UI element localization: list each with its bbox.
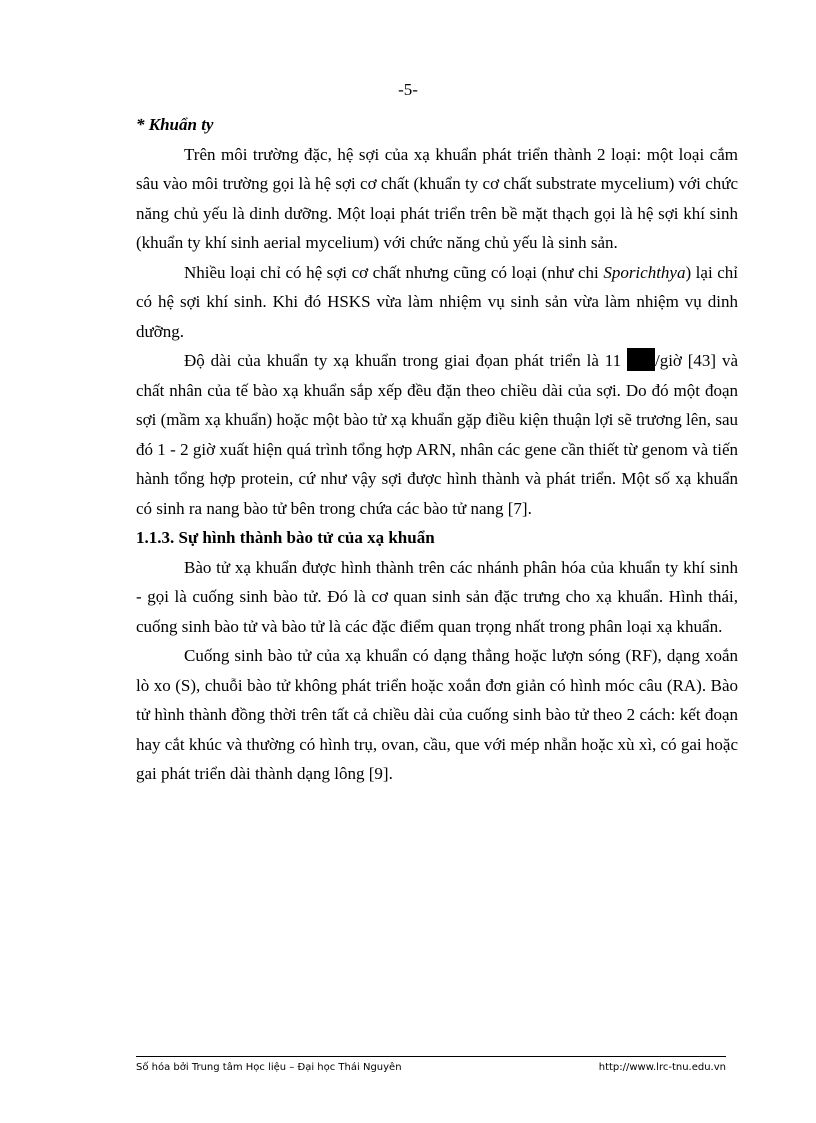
- paragraph-2-text-b: ) lại chỉ có hệ sợi khí sinh. Khi đó HSKS vừa làm nhiệm vụ sinh sản vừa làm nhiệm vụ dinh dưỡng.: [136, 262, 739, 341]
- paragraph-3: [136, 346, 738, 523]
- genus-name: Sporichthya: [603, 262, 686, 282]
- document-body: [136, 110, 738, 789]
- footer-url: http://www.lrc-tnu.edu.vn: [598, 1062, 726, 1073]
- paragraph-1: Trên môi trường đặc, hệ sợi của xạ khuẩn phát triển thành 2 loại: một loại cắm sâu vào môi trường gọi là hệ sợi cơ chất (khuẩn ty cơ chất substrate mycelium) với chức năng chủ yếu là dinh dưỡng. Một loại phát triển trên bề mặt thạch gọi là hệ sợi khí sinh (khuẩn ty khí sinh aerial mycelium) với chức năng chủ yếu là sinh sản.: [136, 144, 738, 252]
- section-heading-khuan-ty: * Khuẩn ty: [136, 115, 214, 134]
- paragraph-4: Bào tử xạ khuẩn được hình thành trên các nhánh phân hóa của khuẩn ty khí sinh - gọi là cuống sinh bào tử. Đó là cơ quan sinh sản đặc trưng cho xạ khuẩn. Hình thái, cuống sinh bào tử và bào tử là các đặc điểm quan trọng nhất trong phân loại xạ khuẩn.: [136, 557, 738, 636]
- section-heading-1-1-3: 1.1.3. Sự hình thành bào tử của xạ khuẩn: [136, 528, 435, 547]
- paragraph-2-text-a: Nhiều loại chỉ có hệ sợi cơ chất nhưng cũng có loại (như chi: [184, 262, 604, 282]
- page-number: -5-: [398, 80, 418, 99]
- paragraph-2: [136, 258, 738, 347]
- footer-source: Số hóa bởi Trung tâm Học liệu – Đại học Thái Nguyên: [136, 1062, 402, 1073]
- paragraph-5: Cuống sinh bào tử của xạ khuẩn có dạng thẳng hoặc lượn sóng (RF), dạng xoắn lò xo (S), chuỗi bào tử không phát triển hoặc xoắn đơn giản có hình móc câu (RA). Bào tử hình thành đồng thời trên tất cả chiều dài của cuống sinh bào tử theo 2 cách: kết đoạn hay cắt khúc và thường có hình trụ, ovan, cầu, que với mép nhẵn hoặc xù xì, có gai hoặc gai phát triển dài thành dạng lông [9].: [136, 646, 738, 783]
- paragraph-3-text-b: /giờ [43] và chất nhân của tế bào xạ khuẩn sắp xếp đều đặn theo chiều dài của sợi. Do đó một đoạn sợi (mầm xạ khuẩn) hoặc một bào tử xạ khuẩn gặp điều kiện thuận lợi sẽ trương lên, sau đó 1 - 2 giờ xuất hiện quá trình tổng hợp ARN, nhân các gene cần thiết từ genom và tiến hành tổng hợp protein, cứ như vậy sợi được hình thành và phát triển. Một số xạ khuẩn có sinh ra nang bào tử bên trong chứa các bào tử nang [7].: [136, 351, 738, 518]
- footer-divider: [136, 1056, 726, 1057]
- paragraph-3-text-a: Độ dài của khuẩn ty xạ khuẩn trong giai đọan phát triển là 11: [184, 351, 627, 370]
- redaction-box: [627, 348, 655, 371]
